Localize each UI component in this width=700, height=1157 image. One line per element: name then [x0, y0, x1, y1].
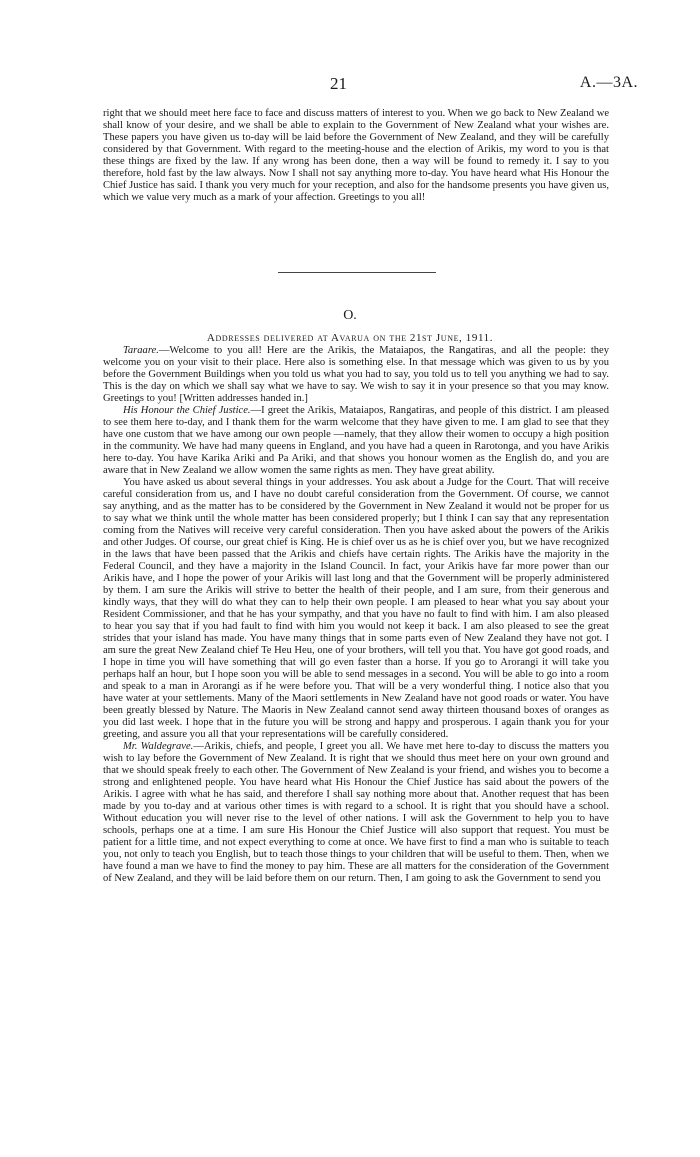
speech-text: —Arikis, chiefs, and people, I greet you all. We have met here to-day to discuss the matters you wish to lay before the Government of New Zealand. It is right that we should thus meet here on your own ground and that we should speak freely to each other. The Government of New Zealand is your friend, and wishes you to become a strong and enlightened people. You have heard what His Honour the Chief Justice has said about the powers of the Arikis. I agree with what he has said, and therefore I shall say nothing more about that. Another request that has been made by you to-day and at various other times is with regard to a school. It is right that you should have a school. Without education you will never rise to the level of other nations. I will ask the Government to help you to have schools, perhaps one at a time. I am sure His Honour the Chief Justice will also support that request. You must be patient for a little time, and not expect everything to come at once. We have first to find a man who is suitable to teach you, not only to teach you English, but to teach those things to your children that will be useful to them. Then, when we have found a man we have to find the money to pay him. These are all matters for the consideration of the Government of New Zealand, and they will be laid before them on our return. Then, I am going to ask the Government to send you [103, 741, 609, 884]
section-heading [0, 332, 700, 344]
speech-paragraph [103, 741, 609, 885]
intro-section [103, 108, 609, 204]
page-header [0, 74, 700, 94]
speech-paragraph [103, 477, 609, 741]
section-divider [278, 272, 436, 273]
speeches-section [103, 345, 609, 885]
speech-text: —Welcome to you all! Here are the Arikis, the Mataiapos, the Rangatiras, and all the people: they welcome you on your visit to their place. Here also is something else. In that message which was given to us by you before the Government Buildings when you told us what you had to say, you told us to tell you anything we had to say. This is the day on which we shall say what we have to say. We wish to say it in your presence so that you may know. Greetings to you! [Written addresses handed in.] [103, 345, 609, 404]
speech-text: You have asked us about several things in your addresses. You ask about a Judge for the Court. That will receive careful consideration from us, and I have no doubt careful consideration from the Government. Of course, we cannot say anything, and as the matter has to be considered by the Government in New Zealand it would not be proper for us to say what we think until the whole matter has been considered properly; but I think I can say that any representation coming from the Natives will receive very careful consideration. Then you have asked about the powers of the Arikis and other Judges. Of course, our great chief is King. He is chief over us as he is chief over you, but we have recognized in the laws that have been passed that the Arikis and chiefs have certain rights. The Arikis have the majority in the Federal Council, and they have a majority in the Island Council. In fact, your Arikis have far more power than our Arikis have, and I hope the power of your Arikis will last long and that the Government will be properly administered by them. I am sure the Arikis will strive to better the health of their people, and I am sure, from their generous and kindly ways, that they will do what they can to help their own people. I am pleased to hear what you say about your Resident Commissioner, and that he has your sympathy, and that you have no fault to find with him. I am also pleased to hear you say that if you had fault to find with him you would not keep it back. I am also pleased to see the great strides that your island has made. You have many things that in some parts even of New Zealand they have not got. I am sure the great New Zealand chief Te Heu Heu, one of your brothers, will tell you that. You have got good roads, and I hope in time you will have something that will go even faster than a horse. If you go to Arorangi it will take you perhaps half an hour, but I hope soon you will be able to send messages in a second. You will be able to go into a room and speak to a man in Arorangi as if he were before you. That will be a very wonderful thing. I notice also that you have water at your settlements. Many of the Maori settlements in New Zealand have not good roads or water. You have been greatly blessed by Nature. The Maoris in New Zealand cannot send away thirteen thousand boxes of oranges as you did last week. I hope that in the future you will be strong and happy and prosperous. I again thank you for your greeting, and assure you all that your representations will be carefully considered. [103, 477, 609, 740]
speaker-name: Mr. Waldegrave. [123, 741, 194, 752]
speech-paragraph [103, 345, 609, 405]
section-heading-date: 21st June, 1911. [409, 332, 494, 344]
page-number: 21 [330, 74, 347, 93]
document-reference: A.—3A. [579, 74, 638, 91]
section-letter: O. [343, 308, 357, 323]
speech-text: —I greet the Arikis, Mataiapos, Rangatiras, and people of this district. I am pleased to see them here to-day, and I thank them for the warm welcome that they have given to me. I am glad to see that they have one custom that we have among our own people —namely, that they allow their women to occupy a high position in the community. We have had many queens in England, and you have had a queen in Rarotonga, and you have Arikis here to-day. You have Karika Ariki and Pa Ariki, and that shows you honour women as the English do, and you are aware that in New Zealand we allow women the same rights as men. They have great ability. [103, 405, 609, 476]
section-heading-prefix: Addresses delivered at Avarua on the [206, 332, 407, 344]
speaker-name: Taraare. [123, 345, 159, 356]
speech-paragraph [103, 405, 609, 477]
intro-paragraph: right that we should meet here face to face and discuss matters of interest to you. When we go back to New Zealand we shall know of your desire, and we shall be able to explain to the Government of New Zealand what your wishes are. These papers you have given us to-day will be laid before the Government of New Zealand, and they will be carefully considered by that Government. With regard to the meeting-house and the election of Arikis, my word to you is that these things are fixed by the law. If any wrong has been done, then a way will be found to remedy it. I say to you therefore, hold fast by the law always. Now I shall not say anything more to-day. You have heard what His Honour the Chief Justice has said. I thank you very much for your reception, and also for the handsome presents you have given us, which we value very much as a mark of your affection. Greetings to you all! [103, 108, 609, 203]
speaker-name: His Honour the Chief Justice. [123, 405, 251, 416]
